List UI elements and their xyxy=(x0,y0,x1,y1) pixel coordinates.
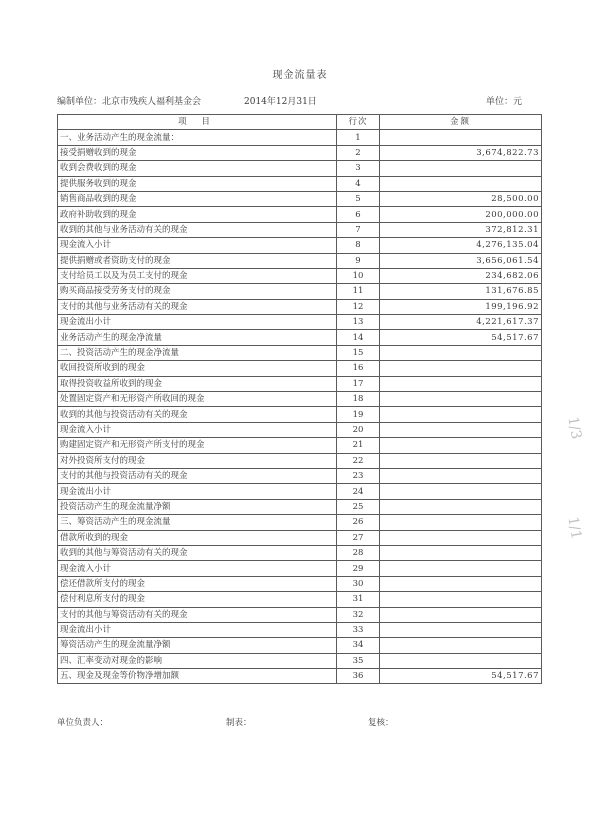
row-amount xyxy=(380,407,542,422)
row-item-label: 收到的其他与业务活动有关的现金 xyxy=(58,222,337,237)
row-item-label: 偿还借款所支付的现金 xyxy=(58,576,337,591)
table-row xyxy=(58,576,542,591)
row-item-label: 接受捐赠收到的现金 xyxy=(58,145,337,160)
table-row xyxy=(58,330,542,345)
row-line-number: 18 xyxy=(337,392,380,407)
row-line-number: 6 xyxy=(337,207,380,222)
row-line-number: 7 xyxy=(337,222,380,237)
table-row xyxy=(58,669,542,684)
table-row xyxy=(58,191,542,206)
row-line-number: 17 xyxy=(337,376,380,391)
row-amount xyxy=(380,545,542,560)
table-header-row xyxy=(58,115,542,130)
row-amount xyxy=(380,176,542,191)
table-row xyxy=(58,438,542,453)
row-line-number: 31 xyxy=(337,592,380,607)
header-item: 项 目 xyxy=(58,115,337,130)
row-item-label: 现金流入小计 xyxy=(58,561,337,576)
table-row xyxy=(58,422,542,437)
row-item-label: 收回投资所收到的现金 xyxy=(58,361,337,376)
row-line-number: 32 xyxy=(337,607,380,622)
row-line-number: 24 xyxy=(337,484,380,499)
report-date: 2014年12月31日 xyxy=(244,97,317,107)
row-line-number: 35 xyxy=(337,653,380,668)
row-line-number: 19 xyxy=(337,407,380,422)
table-row xyxy=(58,130,542,145)
table-row xyxy=(58,407,542,422)
table-row xyxy=(58,238,542,253)
row-line-number: 14 xyxy=(337,330,380,345)
row-line-number: 10 xyxy=(337,268,380,283)
header-row-no: 行次 xyxy=(337,115,380,130)
table-row xyxy=(58,468,542,483)
row-amount xyxy=(380,376,542,391)
row-item-label: 收到会费收到的现金 xyxy=(58,161,337,176)
row-line-number: 20 xyxy=(337,422,380,437)
table-row xyxy=(58,392,542,407)
row-item-label: 收到的其他与筹资活动有关的现金 xyxy=(58,545,337,560)
table-row xyxy=(58,253,542,268)
row-amount xyxy=(380,622,542,637)
row-amount xyxy=(380,653,542,668)
table-row xyxy=(58,592,542,607)
cash-flow-table xyxy=(57,114,542,684)
table-row xyxy=(58,530,542,545)
row-amount: 199,196.92 xyxy=(380,299,542,314)
table-row xyxy=(58,561,542,576)
row-item-label: 支付的其他与筹资活动有关的现金 xyxy=(58,607,337,622)
row-line-number: 11 xyxy=(337,284,380,299)
row-item-label: 处置固定资产和无形资产所收回的现金 xyxy=(58,392,337,407)
table-row xyxy=(58,176,542,191)
row-amount xyxy=(380,453,542,468)
row-line-number: 25 xyxy=(337,499,380,514)
table-row xyxy=(58,376,542,391)
currency-unit: 单位：元 xyxy=(486,97,523,107)
row-amount xyxy=(380,422,542,437)
row-line-number: 22 xyxy=(337,453,380,468)
row-item-label: 筹资活动产生的现金流量净额 xyxy=(58,638,337,653)
row-line-number: 23 xyxy=(337,468,380,483)
table-row xyxy=(58,515,542,530)
row-amount: 4,276,135.04 xyxy=(380,238,542,253)
row-item-label: 支付的其他与投资活动有关的现金 xyxy=(58,468,337,483)
table-body xyxy=(58,130,542,684)
row-item-label: 政府补助收到的现金 xyxy=(58,207,337,222)
row-amount: 28,500.00 xyxy=(380,191,542,206)
table-row xyxy=(58,161,542,176)
row-line-number: 13 xyxy=(337,315,380,330)
row-item-label: 二、投资活动产生的现金净流量 xyxy=(58,345,337,360)
row-amount: 54,517.67 xyxy=(380,330,542,345)
row-line-number: 33 xyxy=(337,622,380,637)
row-item-label: 现金流入小计 xyxy=(58,422,337,437)
row-line-number: 2 xyxy=(337,145,380,160)
row-amount: 200,000.00 xyxy=(380,207,542,222)
row-item-label: 购建固定资产和无形资产所支付的现金 xyxy=(58,438,337,453)
table-row xyxy=(58,453,542,468)
row-line-number: 26 xyxy=(337,515,380,530)
row-line-number: 34 xyxy=(337,638,380,653)
row-amount xyxy=(380,530,542,545)
row-line-number: 9 xyxy=(337,253,380,268)
table-row xyxy=(58,315,542,330)
row-line-number: 5 xyxy=(337,191,380,206)
row-amount xyxy=(380,499,542,514)
table-row xyxy=(58,545,542,560)
table-row xyxy=(58,299,542,314)
row-line-number: 1 xyxy=(337,130,380,145)
row-item-label: 一、业务活动产生的现金流量： xyxy=(58,130,337,145)
row-item-label: 提供服务收到的现金 xyxy=(58,176,337,191)
margin-mark-2: 1/1 xyxy=(564,515,585,541)
row-item-label: 借款所收到的现金 xyxy=(58,530,337,545)
table-row xyxy=(58,607,542,622)
margin-mark-1: 1/3 xyxy=(564,415,585,441)
row-item-label: 现金流入小计 xyxy=(58,238,337,253)
row-amount: 3,674,822.73 xyxy=(380,145,542,160)
table-row xyxy=(58,145,542,160)
row-amount xyxy=(380,468,542,483)
row-item-label: 收到的其他与投资活动有关的现金 xyxy=(58,407,337,422)
row-item-label: 支付的其他与业务活动有关的现金 xyxy=(58,299,337,314)
table-row xyxy=(58,622,542,637)
row-amount: 4,221,617.37 xyxy=(380,315,542,330)
row-item-label: 四、汇率变动对现金的影响 xyxy=(58,653,337,668)
page-title: 现金流量表 xyxy=(272,70,328,81)
row-amount xyxy=(380,515,542,530)
table-row xyxy=(58,268,542,283)
table-row xyxy=(58,653,542,668)
row-amount xyxy=(380,576,542,591)
row-line-number: 3 xyxy=(337,161,380,176)
row-item-label: 偿付利息所支付的现金 xyxy=(58,592,337,607)
row-amount xyxy=(380,438,542,453)
row-line-number: 21 xyxy=(337,438,380,453)
table-row xyxy=(58,207,542,222)
row-item-label: 五、现金及现金等价物净增加额 xyxy=(58,669,337,684)
row-amount: 234,682.06 xyxy=(380,268,542,283)
row-amount: 131,676.85 xyxy=(380,284,542,299)
row-line-number: 4 xyxy=(337,176,380,191)
row-amount xyxy=(380,392,542,407)
table-row xyxy=(58,222,542,237)
row-line-number: 28 xyxy=(337,545,380,560)
row-amount xyxy=(380,130,542,145)
row-item-label: 购买商品接受劳务支付的现金 xyxy=(58,284,337,299)
footer-person-in-charge: 单位负责人： xyxy=(57,718,109,728)
row-amount xyxy=(380,484,542,499)
row-item-label: 现金流出小计 xyxy=(58,484,337,499)
table-row xyxy=(58,284,542,299)
row-item-label: 三、筹资活动产生的现金流量 xyxy=(58,515,337,530)
row-line-number: 29 xyxy=(337,561,380,576)
row-item-label: 投资活动产生的现金流量净额 xyxy=(58,499,337,514)
footer-prepared-by: 制表： xyxy=(226,718,252,728)
table-row xyxy=(58,345,542,360)
row-item-label: 业务活动产生的现金净流量 xyxy=(58,330,337,345)
row-line-number: 27 xyxy=(337,530,380,545)
row-line-number: 8 xyxy=(337,238,380,253)
header-amount: 金额 xyxy=(380,115,542,130)
row-amount xyxy=(380,638,542,653)
row-amount xyxy=(380,592,542,607)
row-line-number: 16 xyxy=(337,361,380,376)
row-amount xyxy=(380,361,542,376)
org-label: 编制单位：北京市残疾人福利基金会 xyxy=(57,97,202,107)
table-row xyxy=(58,361,542,376)
row-line-number: 12 xyxy=(337,299,380,314)
row-amount: 54,517.67 xyxy=(380,669,542,684)
row-item-label: 对外投资所支付的现金 xyxy=(58,453,337,468)
row-line-number: 30 xyxy=(337,576,380,591)
row-item-label: 现金流出小计 xyxy=(58,622,337,637)
row-amount xyxy=(380,607,542,622)
row-item-label: 取得投资收益所收到的现金 xyxy=(58,376,337,391)
row-line-number: 15 xyxy=(337,345,380,360)
table-row xyxy=(58,499,542,514)
row-item-label: 提供捐赠或者资助支付的现金 xyxy=(58,253,337,268)
row-line-number: 36 xyxy=(337,669,380,684)
row-amount xyxy=(380,561,542,576)
table-row xyxy=(58,484,542,499)
row-amount: 3,656,061.54 xyxy=(380,253,542,268)
row-amount: 372,812.31 xyxy=(380,222,542,237)
footer-reviewed-by: 复核： xyxy=(368,718,394,728)
row-item-label: 支付给员工以及为员工支付的现金 xyxy=(58,268,337,283)
row-item-label: 销售商品收到的现金 xyxy=(58,191,337,206)
table-row xyxy=(58,638,542,653)
row-amount xyxy=(380,345,542,360)
row-item-label: 现金流出小计 xyxy=(58,315,337,330)
row-amount xyxy=(380,161,542,176)
